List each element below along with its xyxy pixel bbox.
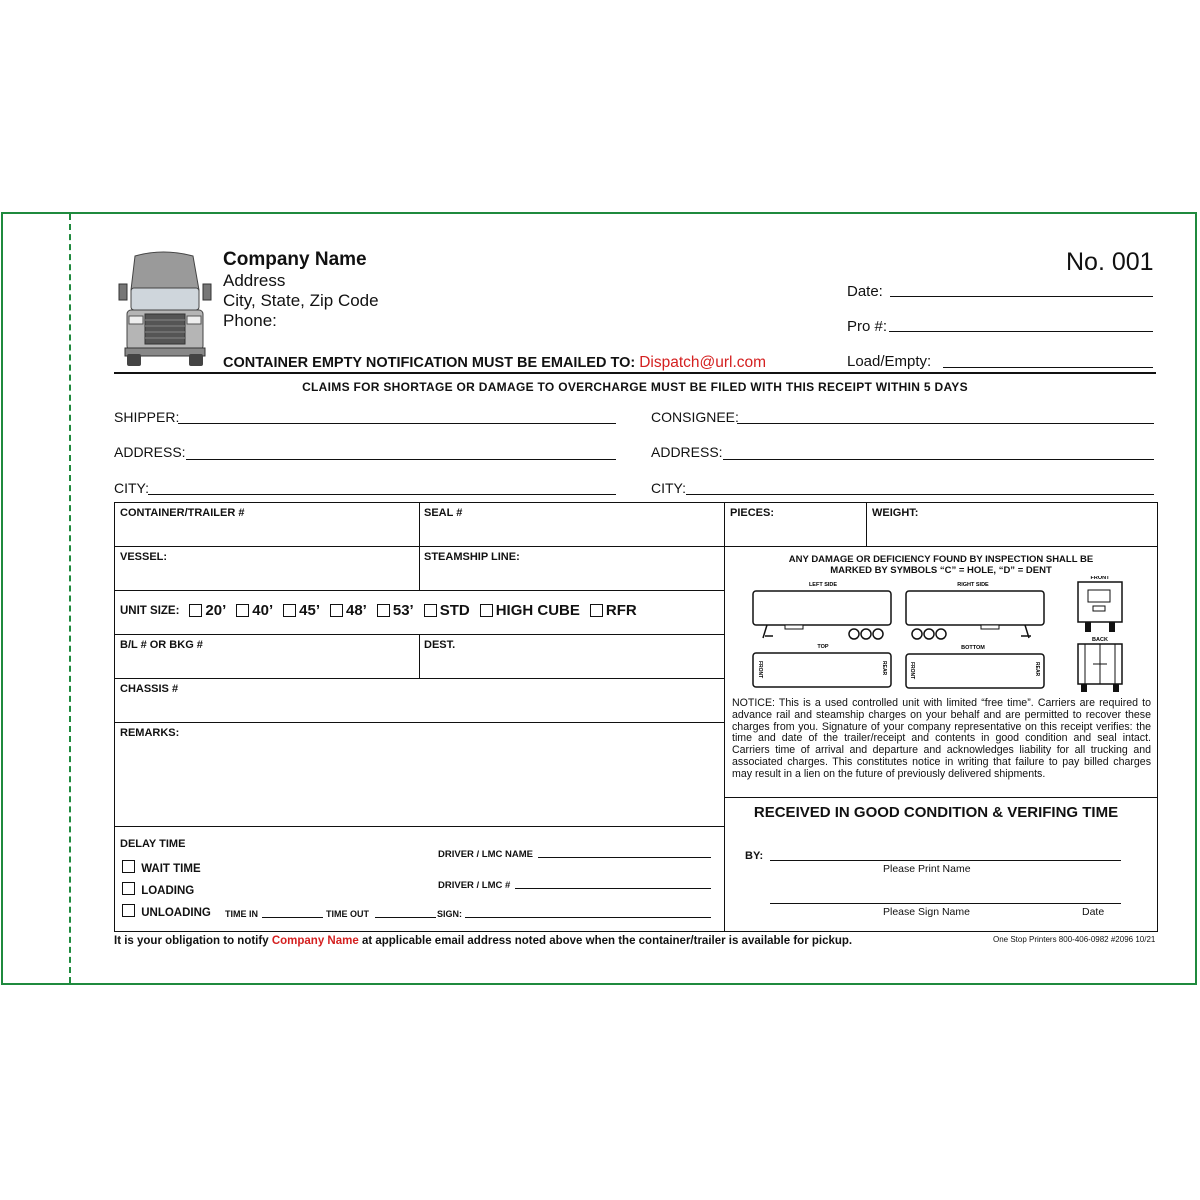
sign-label: SIGN:: [437, 909, 463, 919]
driver-number-label: DRIVER / LMC #: [438, 880, 511, 891]
truck-logo-icon: [113, 250, 215, 368]
driver-number-field[interactable]: [515, 888, 711, 889]
dest-label: DEST.: [424, 639, 456, 651]
remarks-label: REMARKS:: [120, 727, 180, 739]
weight-label: WEIGHT:: [872, 507, 919, 519]
company-name: Company Name: [223, 249, 367, 270]
pro-label: Pro #:: [847, 318, 888, 335]
by-label: BY:: [745, 850, 764, 862]
footer-company-name: Company Name: [271, 935, 359, 947]
delay-time-label: DELAY TIME: [120, 838, 186, 850]
svg-text:BOTTOM: BOTTOM: [961, 645, 985, 651]
pro-field[interactable]: [889, 331, 1153, 332]
notice-text: NOTICE: This is a used controlled unit with limited “free time”. Carriers are required to advance rail and steamship charges on your behalf and are permitted to recover these charges from you. Signature of your company representative on this receipt verifies: the time and date of the trailer/receipt and contents in good condition and seal intact. Carriers time of arrival and departure and acknowledges liability for all trucking and associated charges. This constitutes notice in writing that failure to pay billed charges may result in a lien on the future of previously delivered shipments.: [732, 697, 1151, 780]
consignee-label: CONSIGNEE:: [651, 409, 739, 425]
svg-text:FRONT: FRONT: [909, 662, 915, 680]
loading-checkbox[interactable]: LOADING: [122, 882, 194, 897]
company-city: City, State, Zip Code: [223, 291, 379, 310]
vessel-label: VESSEL:: [120, 551, 168, 563]
svg-text:LEFT SIDE: LEFT SIDE: [808, 582, 838, 588]
dispatch-email: Dispatch@url.com: [639, 354, 767, 371]
unit-48-checkbox[interactable]: 48’: [330, 602, 367, 619]
time-out-field[interactable]: [375, 917, 436, 918]
pieces-label: PIECES:: [730, 507, 775, 519]
consignee-address-field[interactable]: [723, 459, 1154, 460]
sign-name-caption: Please Sign Name: [883, 906, 970, 918]
container-trailer-label: CONTAINER/TRAILER #: [120, 507, 245, 519]
received-title: RECEIVED IN GOOD CONDITION & VERIFING TIME: [753, 804, 1119, 821]
driver-name-label: DRIVER / LMC NAME: [438, 849, 533, 860]
bl-bkg-label: B/L # OR BKG #: [120, 639, 203, 651]
claims-notice: CLAIMS FOR SHORTAGE OR DAMAGE TO OVERCHARGE MUST BE FILED WITH THIS RECEIPT WITHIN 5 DAYS: [302, 380, 968, 394]
header-divider: [114, 372, 1156, 374]
sign-name-field[interactable]: [770, 903, 1121, 904]
svg-text:REAR: REAR: [1034, 662, 1040, 677]
wait-time-checkbox[interactable]: WAIT TIME: [122, 860, 201, 875]
svg-text:FRONT: FRONT: [1090, 576, 1110, 581]
unit-40-checkbox[interactable]: 40’: [236, 602, 273, 619]
shipper-label: SHIPPER:: [114, 409, 180, 425]
shipper-address-field[interactable]: [186, 459, 616, 460]
time-out-label: TIME OUT: [326, 909, 369, 919]
date-field[interactable]: [890, 296, 1153, 297]
print-name-caption: Please Print Name: [883, 863, 971, 875]
unit-53-checkbox[interactable]: 53’: [377, 602, 414, 619]
consignee-city-field[interactable]: [686, 494, 1154, 495]
date-caption: Date: [1082, 906, 1105, 918]
date-label: Date:: [847, 283, 883, 300]
load-empty-field[interactable]: [943, 367, 1153, 368]
perforation-line: [69, 214, 71, 983]
svg-text:TOP: TOP: [817, 644, 829, 650]
unit-std-checkbox[interactable]: STD: [424, 602, 470, 619]
print-name-field[interactable]: [770, 860, 1121, 861]
unit-45-checkbox[interactable]: 45’: [283, 602, 320, 619]
company-phone: Phone:: [223, 311, 277, 330]
company-address: Address: [223, 271, 286, 290]
load-empty-label: Load/Empty:: [847, 353, 932, 370]
form-number: No. 001: [1066, 248, 1154, 276]
consignee-field[interactable]: [737, 423, 1154, 424]
steamship-line-label: STEAMSHIP LINE:: [424, 551, 520, 563]
svg-text:BACK: BACK: [1092, 637, 1108, 643]
inspection-title: ANY DAMAGE OR DEFICIENCY FOUND BY INSPECTION SHALL BE MARKED BY SYMBOLS “C” = HOLE, “D” = DENT: [788, 554, 1094, 576]
svg-text:REAR: REAR: [881, 661, 887, 676]
chassis-label: CHASSIS #: [120, 683, 179, 695]
printer-info: One Stop Printers 800-406-0982 #2096 10/21: [993, 935, 1156, 944]
shipper-city-field[interactable]: [148, 494, 616, 495]
email-notice: CONTAINER EMPTY NOTIFICATION MUST BE EMAILED TO: Dispatch@url.com: [223, 354, 767, 371]
svg-text:FRONT: FRONT: [757, 661, 763, 679]
time-in-field[interactable]: [262, 917, 323, 918]
shipper-field[interactable]: [178, 423, 616, 424]
obligation-notice: It is your obligation to notify Company Name at applicable email address noted above when the container/trailer is available for pickup.: [114, 935, 853, 947]
unit-size-row: [120, 602, 647, 619]
driver-name-field[interactable]: [538, 857, 711, 858]
shipper-city-label: CITY:: [114, 480, 150, 496]
consignee-address-label: ADDRESS:: [651, 444, 723, 460]
consignee-city-label: CITY:: [651, 480, 687, 496]
time-in-label: TIME IN: [225, 909, 258, 919]
unit-size-label: UNIT SIZE:: [120, 604, 180, 617]
svg-text:RIGHT SIDE: RIGHT SIDE: [957, 582, 989, 588]
unit-rfr-checkbox[interactable]: RFR: [590, 602, 637, 619]
shipper-address-label: ADDRESS:: [114, 444, 186, 460]
trailer-inspection-diagram: [745, 576, 1125, 694]
sign-field[interactable]: [465, 917, 711, 918]
unloading-checkbox[interactable]: UNLOADING: [122, 904, 211, 919]
seal-label: SEAL #: [424, 507, 463, 519]
unit-high-cube-checkbox[interactable]: HIGH CUBE: [480, 602, 580, 619]
unit-20-checkbox[interactable]: 20’: [189, 602, 226, 619]
